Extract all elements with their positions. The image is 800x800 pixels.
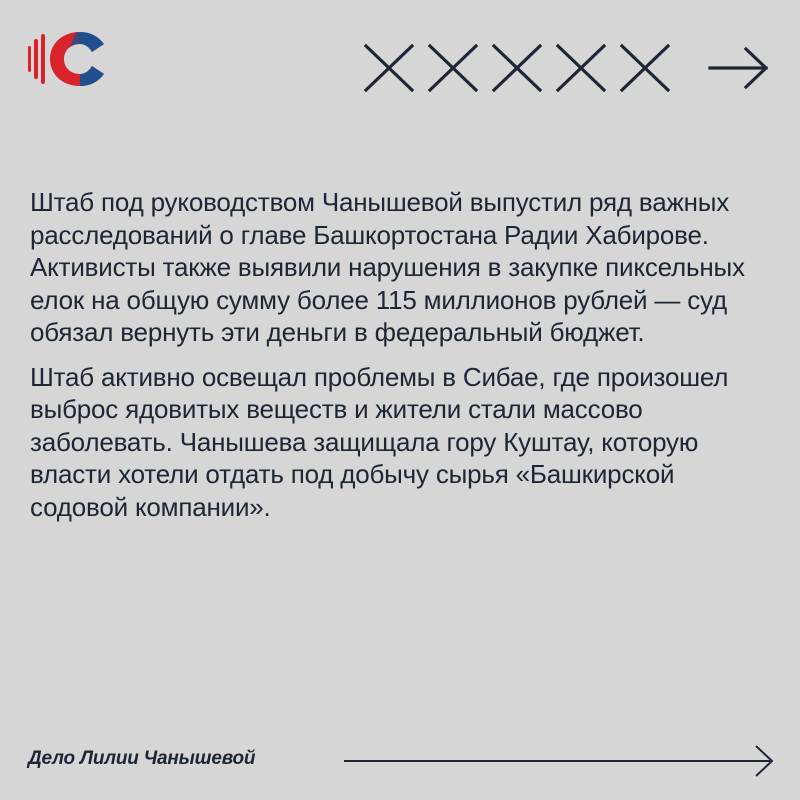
stylized-c-logo-icon xyxy=(28,28,108,90)
x-marks-arrow-icon xyxy=(362,42,772,94)
footer-title: Дело Лилии Чанышевой xyxy=(28,748,256,769)
article-body xyxy=(30,186,775,535)
paragraph-1: Штаб под руководством Чанышевой выпустил ряд важных расследований о главе Башкортостана Радии Хабирове. Активисты также выявили нарушения в закупке пиксельных елок на общую сумму более 115 миллионов рублей — суд обязал вернуть эти деньги в федеральный бюджет. xyxy=(30,187,745,347)
arrow-right-icon xyxy=(342,744,776,778)
paragraph-2: Штаб активно освещал проблемы в Сибае, где произошел выброс ядовитых веществ и жители стали массово заболевать. Чанышева защищала гору Куштау, которую власти хотели отдать под добычу сырья «Башкирской содовой компании». xyxy=(30,361,729,522)
